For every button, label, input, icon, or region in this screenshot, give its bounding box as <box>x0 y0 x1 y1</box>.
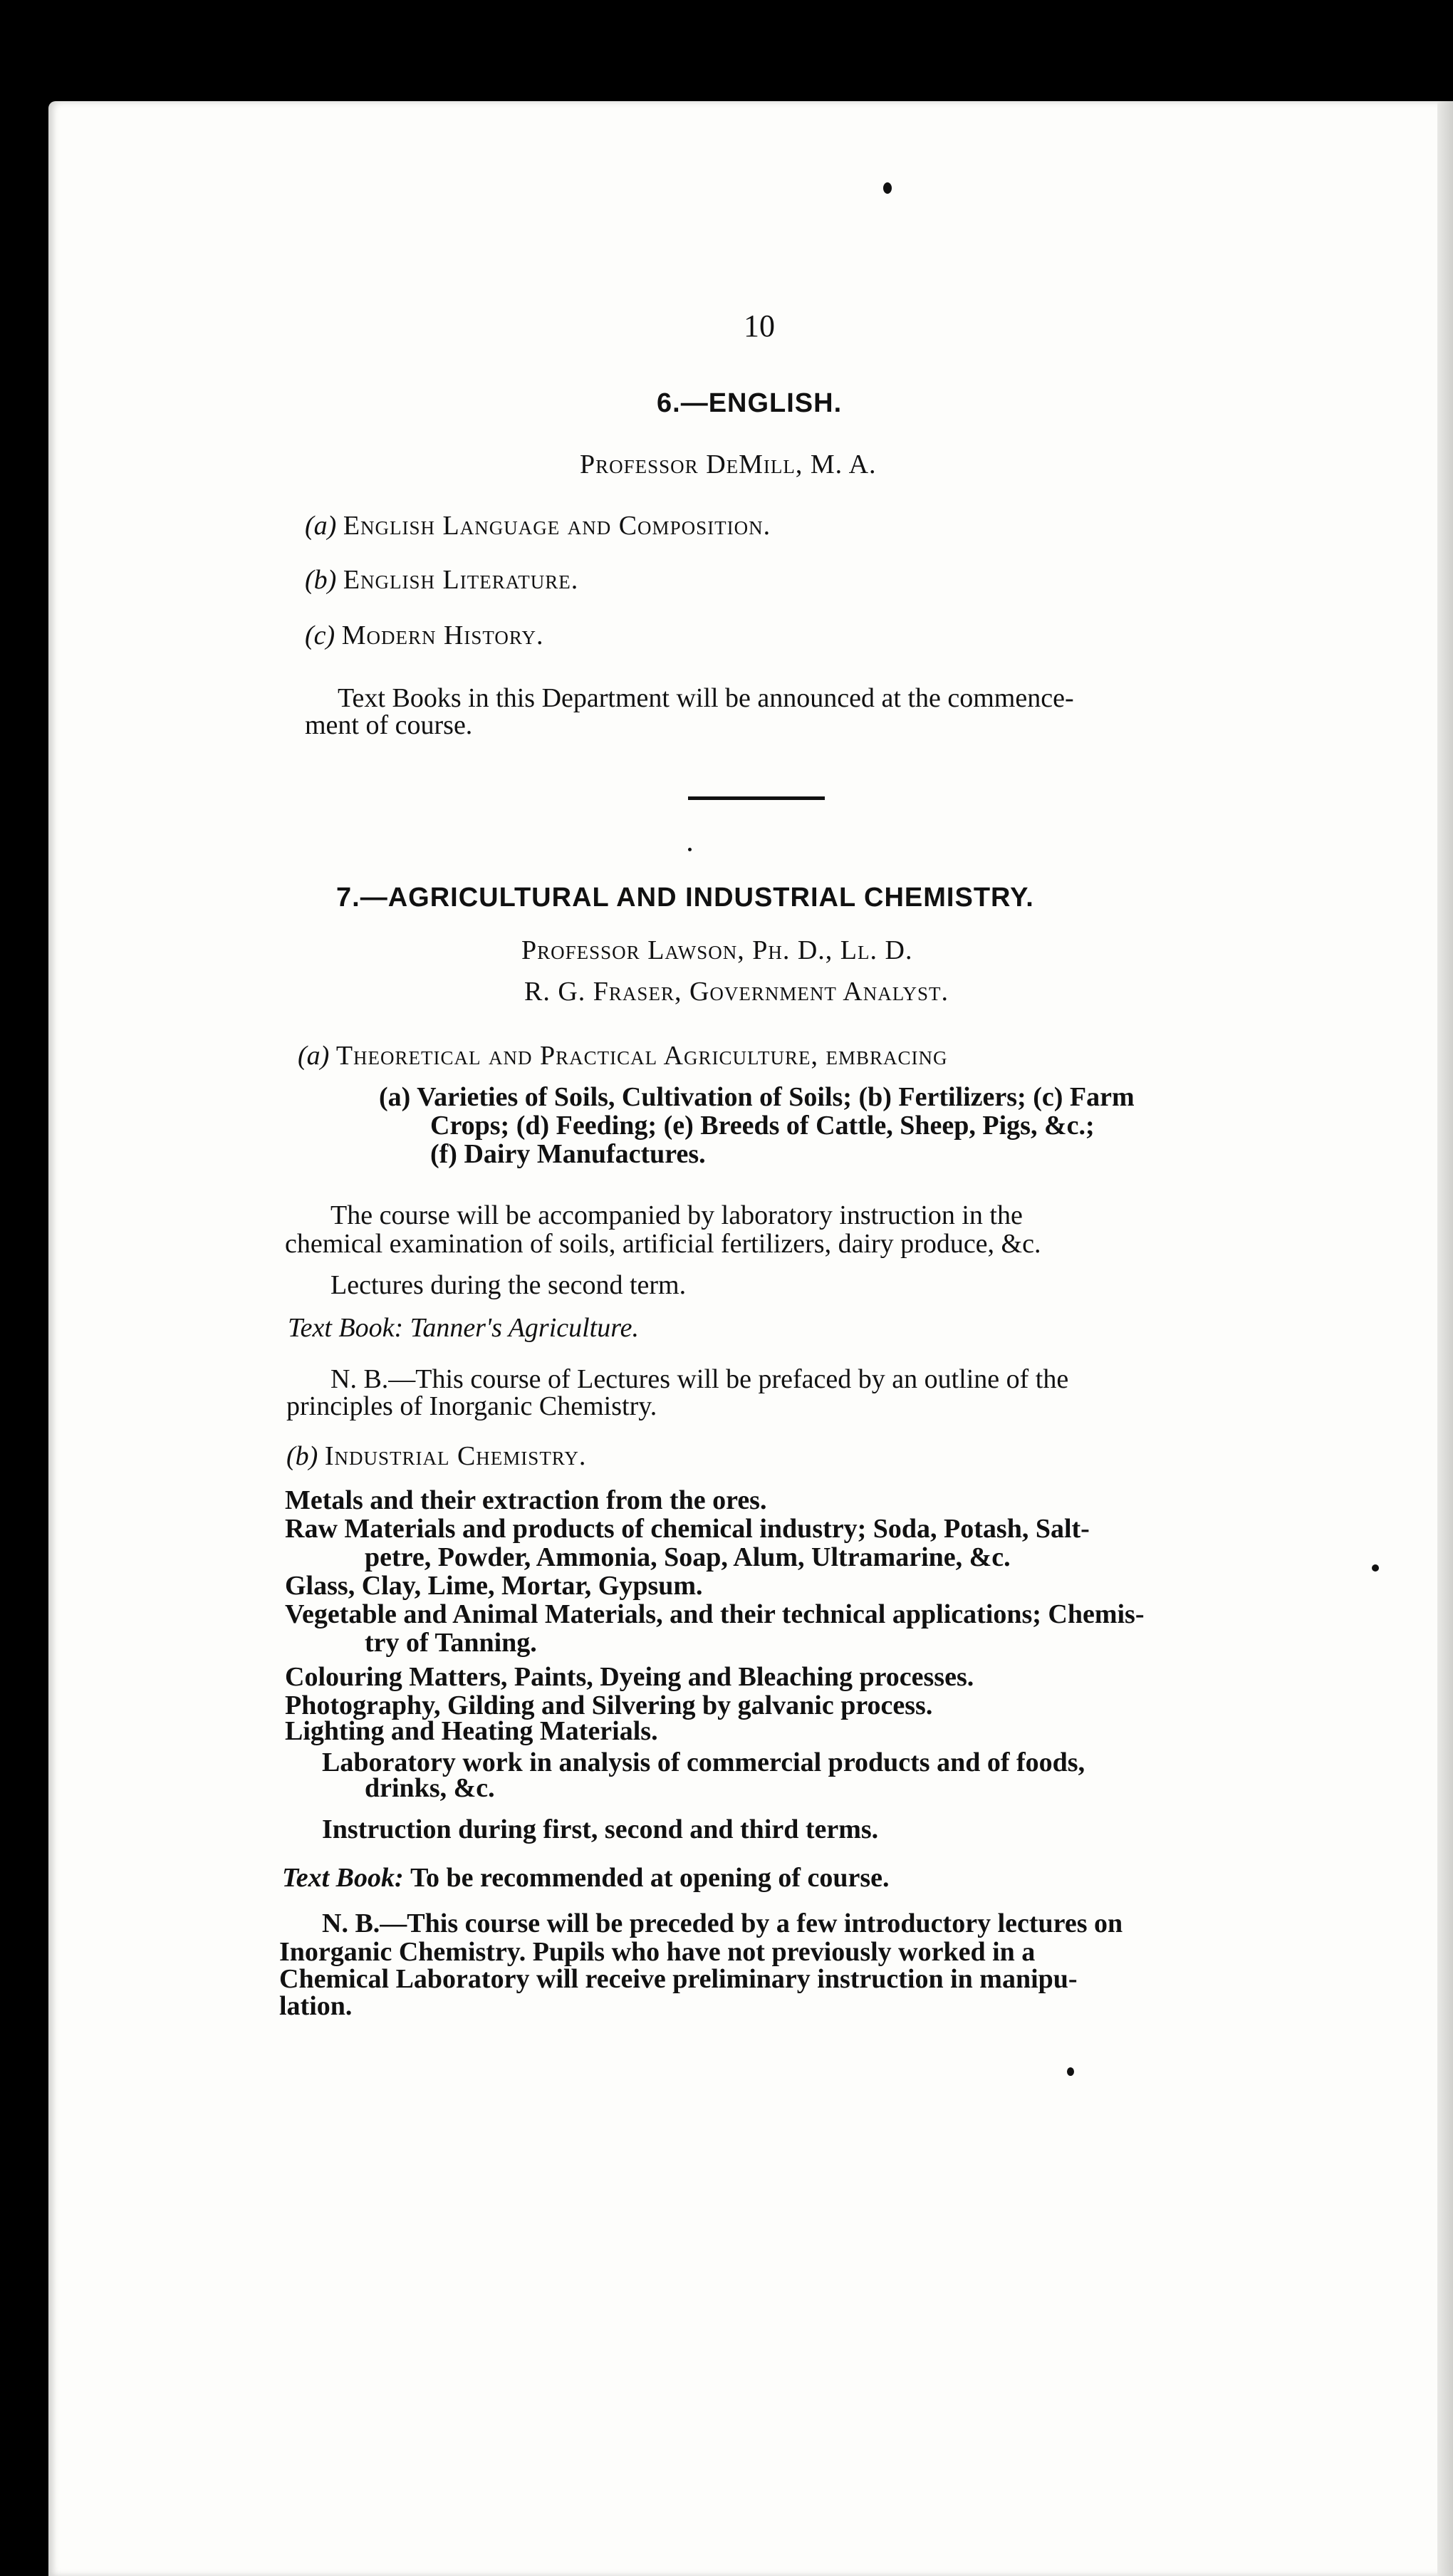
chemistry-heading: 7.—AGRICULTURAL AND INDUSTRIAL CHEMISTRY. <box>336 883 1034 913</box>
chemistry-professor: Professor Lawson, Ph. D., Ll. D. <box>521 935 913 965</box>
industrial-topic: Lighting and Heating Materials. <box>285 1716 658 1746</box>
item-text: English Language and Composition. <box>343 511 771 541</box>
english-professor: Professor DeMill, M. A. <box>580 450 877 479</box>
ink-speck <box>1372 1564 1379 1572</box>
ink-speck <box>688 848 692 851</box>
industrial-topic: Vegetable and Animal Materials, and their technical applications; Chemis- <box>285 1599 1145 1629</box>
agriculture-topic: Crops; (d) Feeding; (e) Breeds of Cattle, Sheep, Pigs, &c.; <box>430 1111 1095 1141</box>
ink-speck <box>1067 2067 1074 2076</box>
industrial-nb-line: Chemical Laboratory will receive preliminary instruction in manipu- <box>279 1964 1078 1994</box>
agriculture-marker: (a) <box>298 1041 330 1071</box>
english-item <box>305 566 578 594</box>
item-marker: (a) <box>305 511 337 541</box>
ink-speck <box>883 182 892 194</box>
agriculture-nb-line: N. B.—This course of Lectures will be prefaced by an outline of the <box>330 1364 1069 1394</box>
english-note-line: Text Books in this Department will be announced at the commence- <box>338 683 1074 713</box>
industrial-topic: Glass, Clay, Lime, Mortar, Gypsum. <box>285 1571 703 1601</box>
agriculture-lectures: Lectures during the second term. <box>330 1270 687 1300</box>
item-marker: (b) <box>305 565 337 595</box>
section-divider <box>688 796 825 800</box>
agriculture-textbook <box>288 1314 639 1342</box>
textbook-title: To be recommended at opening of course. <box>410 1863 890 1893</box>
industrial-nb-line: lation. <box>279 1991 353 2021</box>
textbook-title: Tanner's Agriculture. <box>410 1313 639 1343</box>
agriculture-topic: (f) Dairy Manufactures. <box>430 1139 706 1169</box>
agriculture-topic: (a) Varieties of Soils, Cultivation of Soils; (b) Fertilizers; (c) Farm <box>379 1082 1135 1112</box>
page-number: 10 <box>744 308 775 343</box>
page-edge <box>1437 101 1453 2576</box>
english-item <box>305 511 771 540</box>
industrial-instruction: Instruction during first, second and third terms. <box>322 1814 879 1844</box>
industrial-topic: try of Tanning. <box>365 1628 537 1658</box>
industrial-marker: (b) <box>286 1441 318 1471</box>
industrial-topic: petre, Powder, Ammonia, Soap, Alum, Ultramarine, &c. <box>365 1542 1011 1572</box>
industrial-topic: Raw Materials and products of chemical industry; Soda, Potash, Salt- <box>285 1514 1090 1544</box>
english-item <box>305 621 543 650</box>
item-text: English Literature. <box>343 565 579 595</box>
industrial-topic: Colouring Matters, Paints, Dyeing and Bleaching processes. <box>285 1662 974 1692</box>
chemistry-professor: R. G. Fraser, Government Analyst. <box>524 977 949 1007</box>
industrial-nb-line: Inorganic Chemistry. Pupils who have not previously worked in a <box>279 1937 1036 1967</box>
agriculture-nb-line: principles of Inorganic Chemistry. <box>286 1391 657 1421</box>
agriculture-course-line: chemical examination of soils, artificial fertilizers, dairy produce, &c. <box>285 1229 1041 1259</box>
textbook-label: Text Book: <box>288 1313 404 1343</box>
english-note-line: ment of course. <box>305 710 473 740</box>
industrial-topic: Photography, Gilding and Silvering by galvanic process. <box>285 1690 933 1720</box>
item-marker: (c) <box>305 620 335 650</box>
industrial-title-line <box>286 1442 586 1470</box>
industrial-title: Industrial Chemistry. <box>324 1441 587 1471</box>
agriculture-title-line <box>298 1042 948 1070</box>
textbook-label: Text Book: <box>282 1863 404 1893</box>
english-heading: 6.—ENGLISH. <box>657 388 843 418</box>
industrial-topic: drinks, &c. <box>365 1773 495 1803</box>
item-text: Modern History. <box>341 620 544 650</box>
industrial-topic: Metals and their extraction from the ores. <box>285 1485 767 1515</box>
industrial-nb-line: N. B.—This course will be preceded by a few introductory lectures on <box>322 1908 1123 1938</box>
agriculture-course-line: The course will be accompanied by laboratory instruction in the <box>330 1200 1023 1230</box>
agriculture-title: Theoretical and Practical Agriculture, embracing <box>335 1041 948 1071</box>
industrial-topic: Laboratory work in analysis of commercial products and of foods, <box>322 1747 1085 1777</box>
industrial-textbook <box>282 1864 890 1892</box>
